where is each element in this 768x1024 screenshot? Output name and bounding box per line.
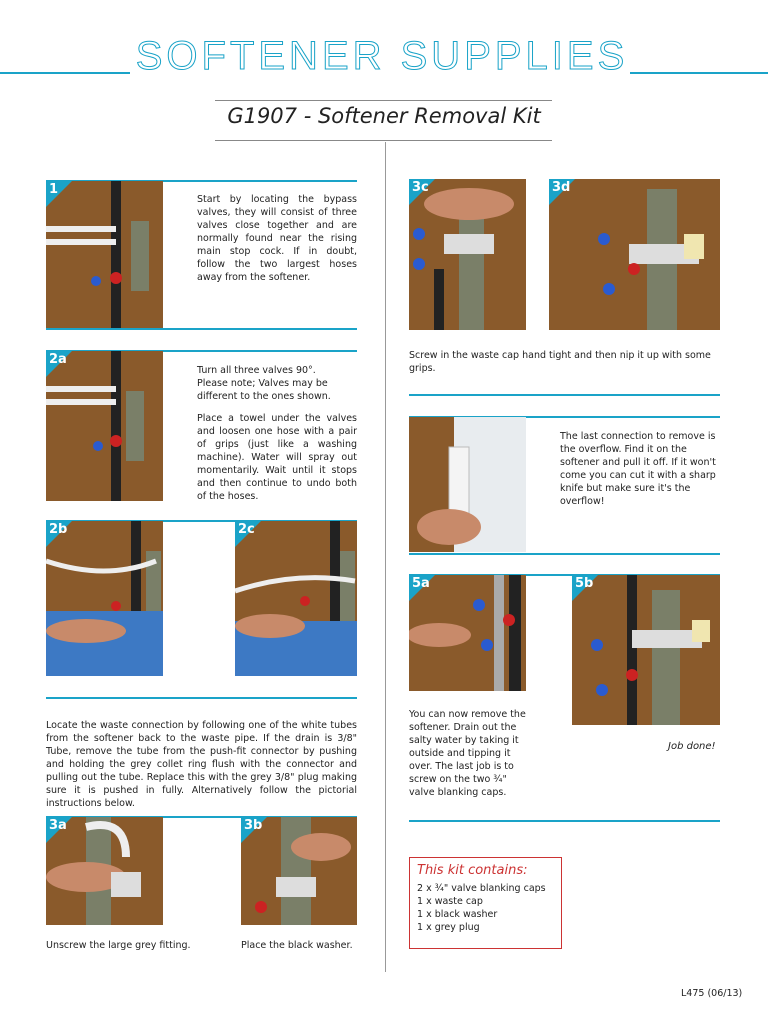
kit-item: 1 x waste cap [417, 896, 483, 907]
document-code: L475 (06/13) [681, 988, 743, 999]
step2a-text2: Please note; Valves may be different to the ones shown. [197, 378, 331, 402]
step4-text: The last connection to remove is the overflow. Find it on the softener and pull it off. If it won't come you can cut it with a sharp knife but make sure it's the overflow! [560, 431, 716, 507]
step1-text: Start by locating the bypass valves, they will consist of three valves close together and are normally found near the rising main stop cock. If in doubt, follow the two largest hoses away from the softener. [197, 194, 357, 283]
step2b-photo: 2b [46, 521, 163, 676]
title-rule-bottom [215, 140, 552, 141]
step3cd-caption: Screw in the waste cap hand tight and then nip it up with some grips. [409, 350, 711, 374]
brand-line-left [0, 72, 130, 74]
step2a-text1: Turn all three valves 90°. [197, 365, 316, 376]
step4-rule-bottom [409, 553, 720, 555]
step3c-photo: 3c [409, 179, 526, 330]
step5a-photo: 5a [409, 575, 526, 691]
step3b-photo: 3b [241, 817, 357, 925]
kit-item: 1 x grey plug [417, 922, 480, 933]
step2a-text3: Place a towel under the valves and loosen one hose with a pair of grips (just like a washing machine). Water will spray out momentarily. Wait until it stops and then continue to undo both of the hoses. [197, 413, 357, 502]
kit-item: 1 x black washer [417, 909, 498, 920]
step3cd-rule-bottom [409, 394, 720, 396]
brand-logo: SOFTENER SUPPLIES [135, 34, 629, 78]
step1-photo: 1 [46, 181, 163, 329]
step5b-photo: 5b [572, 575, 720, 725]
step3a-caption: Unscrew the large grey fitting. [46, 940, 191, 951]
page-title: G1907 - Softener Removal Kit [227, 104, 541, 128]
title-rule-top [215, 100, 552, 101]
step3b-caption: Place the black washer. [241, 940, 353, 951]
kit-item: 2 x ¾" valve blanking caps [417, 883, 546, 894]
kit-heading: This kit contains: [417, 863, 528, 878]
step2bc-rule-bottom [46, 697, 357, 699]
step5-rule-bottom [409, 820, 720, 822]
step2a-photo: 2a [46, 351, 163, 501]
job-done-label: Job done! [668, 741, 716, 752]
step5a-text: You can now remove the softener. Drain out the salty water by taking it outside and tipping it over. The last job is to screw on the two ¾" valve blanking caps. [409, 709, 526, 798]
waste-instructions: Locate the waste connection by following one of the white tubes from the softener back to the waste pipe. If the drain is 3/8" Tube, remove the tube from the push-fit connector by pushing and holding the grey collet ring flush with the connector and pulling out the tube. Replace this with the grey 3/8" plug making sure it is pushed in fully. Alternatively follow the pictorial instructions below. [46, 720, 357, 809]
step3d-photo: 3d [549, 179, 720, 330]
brand-line-right [630, 72, 768, 74]
step1-rule-bottom [46, 328, 357, 330]
step2c-photo: 2c [235, 521, 357, 676]
step4-photo [409, 417, 526, 552]
column-divider [385, 142, 386, 972]
step3a-photo: 3a [46, 817, 163, 925]
kit-contents-box [409, 857, 562, 949]
